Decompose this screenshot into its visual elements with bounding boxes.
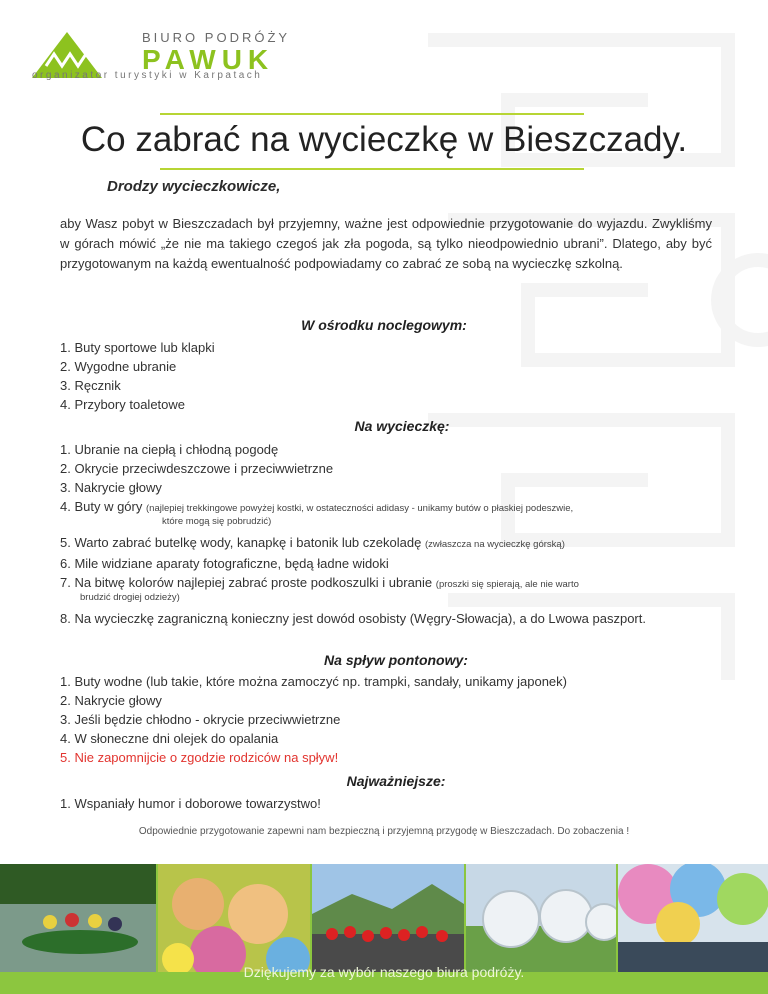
brand-name: PAWUK — [142, 44, 275, 75]
bubble-football-photo — [466, 864, 616, 972]
accommodation-list — [60, 338, 720, 414]
photo-strip — [0, 864, 768, 994]
list-item: 2. Okrycie przeciwdeszczowe i przeciwwietrzne — [60, 461, 334, 476]
footer-thanks: Dziękujemy za wybór naszego biura podróży. — [243, 964, 525, 980]
list-item-note: (proszki się spierają, ale nie warto — [435, 579, 579, 590]
group-mountain-photo — [312, 864, 464, 972]
list-item-note-continued: które mogą się pobrudzić) — [162, 516, 272, 527]
list-item — [60, 533, 720, 554]
section-heading-rafting: Na spływ pontonowy: — [324, 652, 468, 668]
trip-list — [60, 440, 720, 628]
title-rule-bottom — [160, 168, 584, 170]
list-item: 4. Przybory toaletowe — [60, 397, 186, 412]
closing-note: Odpowiednie przygotowanie zapewni nam bezpieczną i przyjemną przygodę w Bieszczadach. Do zobaczenia ! — [138, 826, 630, 837]
list-item: 1. Wspaniały humor i doborowe towarzystwo! — [60, 796, 321, 811]
brand-tagline: organizator turystyki w Karpatach — [32, 70, 263, 81]
list-item-note-continued: brudzić drogiej odzieży) — [80, 592, 180, 603]
greeting: Drodzy wycieczkowicze, — [107, 178, 281, 195]
holi-powder-photo — [618, 864, 768, 972]
list-item-note: (zwłaszcza na wycieczkę górską) — [424, 539, 565, 550]
rafting-photo — [0, 864, 156, 972]
list-item-note: (najlepiej trekkingowe powyżej kostki, w ostateczności adidasy - unikamy butów o płaskiej podeszwie, — [146, 503, 574, 514]
section-heading-accommodation: W ośrodku noclegowym: — [301, 317, 467, 333]
list-item-warning: 5. Nie zapomnijcie o zgodzie rodziców na spływ! — [60, 750, 339, 765]
list-item: 3. Ręcznik — [60, 378, 121, 393]
intro-paragraph: aby Wasz pobyt w Bieszczadach był przyjemny, ważne jest odpowiednie przygotowanie do wyjazdu. Zwykliśmy w górach mówić „że nie ma takiego czegoś jak zła pogoda, są tylko nieodpowiednio ubrani”. Dlatego, aby być przygotowanym na każdą ewentualność podpowiadamy co zabrać ze sobą na wycieczkę szkolną. — [60, 216, 712, 271]
color-festival-photo — [158, 864, 310, 972]
most-important-list — [60, 794, 720, 813]
section-heading-trip: Na wycieczkę: — [354, 418, 450, 434]
list-item: 3. Jeśli będzie chłodno - okrycie przeciwwietrzne — [60, 712, 341, 727]
list-item: 2. Nakrycie głowy — [60, 693, 162, 708]
list-item: 1. Buty wodne (lub takie, które można zamoczyć np. trampki, sandały, unikamy japonek) — [60, 674, 567, 689]
brand-subtitle: BIURO PODRÓŻY — [142, 30, 291, 45]
list-item: 4. W słoneczne dni olejek do opalania — [60, 731, 279, 746]
list-item: 8. Na wycieczkę zagraniczną konieczny jest dowód osobisty (Węgry-Słowacja), a do Lwowa paszport. — [60, 611, 646, 626]
list-item-main: 7. Na bitwę kolorów najlepiej zabrać proste podkoszulki i ubranie — [60, 575, 433, 590]
rafting-list — [60, 672, 720, 767]
list-item: 6. Mile widziane aparaty fotograficzne, będą ładne widoki — [60, 556, 389, 571]
section-heading-most-important: Najważniejsze: — [346, 773, 446, 789]
list-item-main: 4. Buty w góry — [60, 499, 143, 514]
page-title: Co zabrać na wycieczkę w Bieszczady. — [80, 120, 688, 159]
list-item-main: 5. Warto zabrać butelkę wody, kanapkę i batonik lub czekoladę — [60, 535, 422, 550]
list-item: 3. Nakrycie głowy — [60, 480, 162, 495]
list-item: 1. Buty sportowe lub klapki — [60, 340, 215, 355]
list-item: 2. Wygodne ubranie — [60, 359, 177, 374]
title-rule-top — [160, 113, 584, 115]
list-item: 1. Ubranie na ciepłą i chłodną pogodę — [60, 442, 279, 457]
